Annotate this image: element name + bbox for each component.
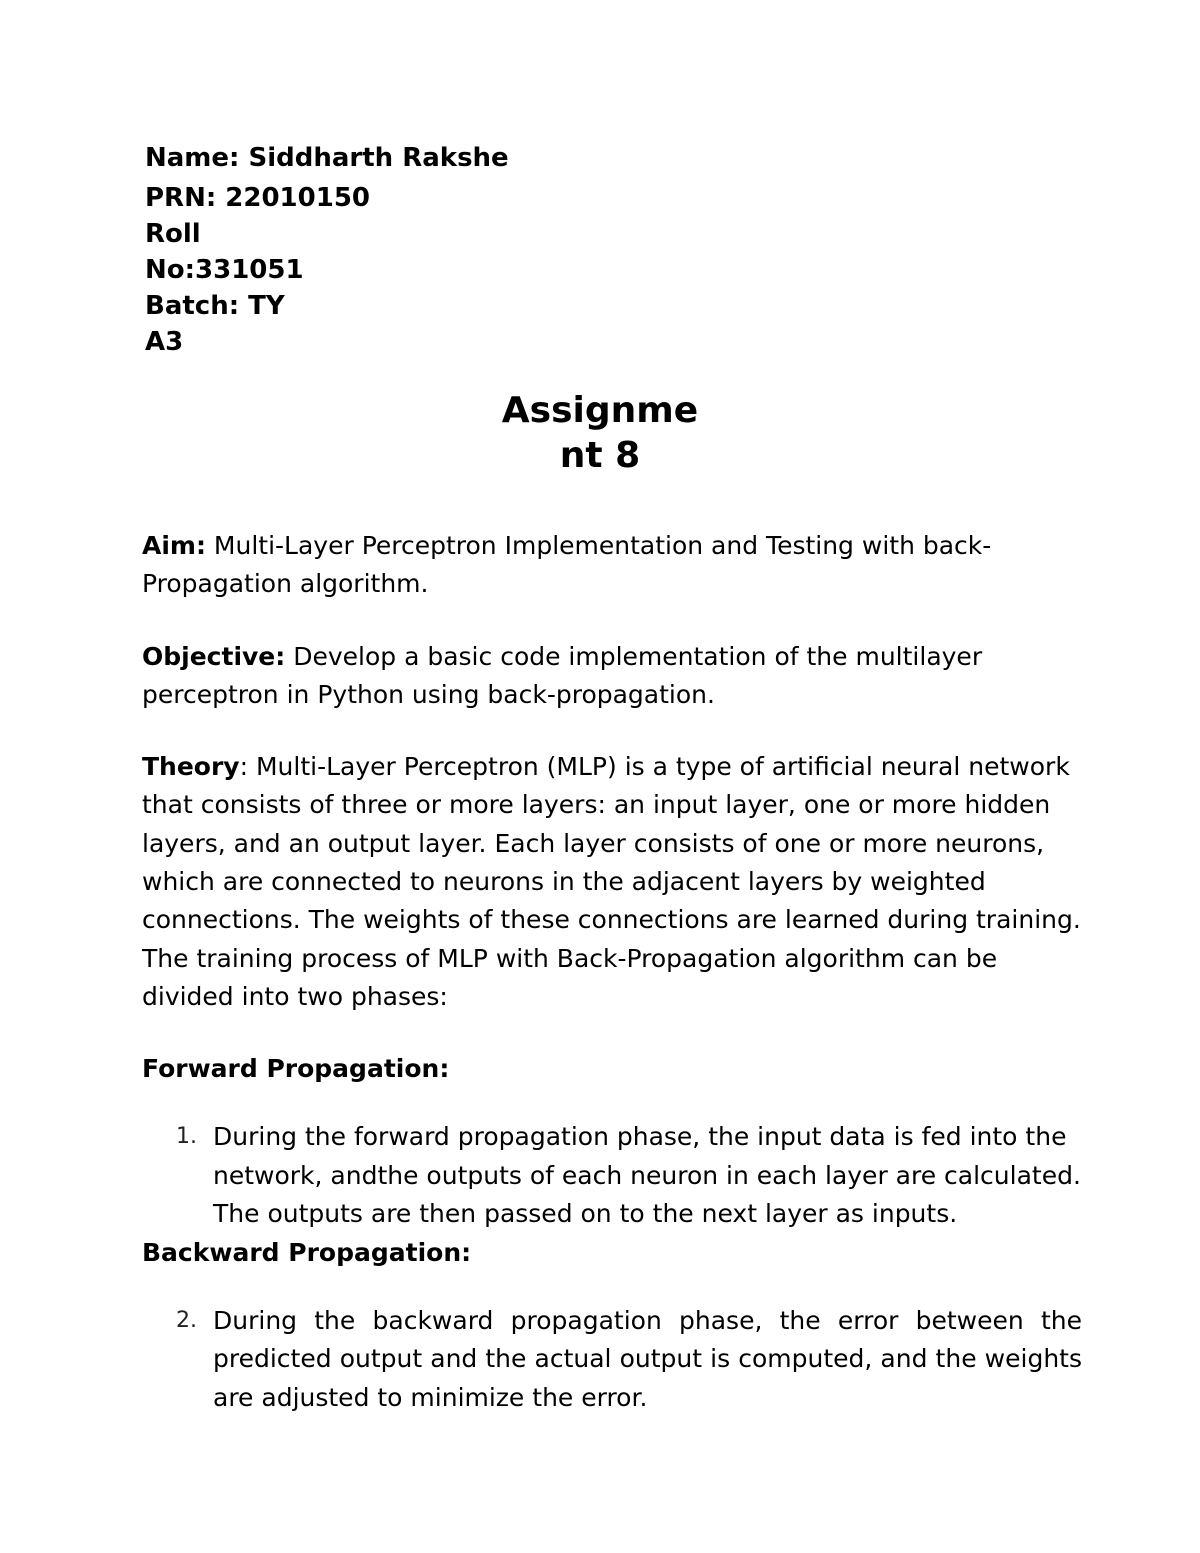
backward-propagation-heading: Backward Propagation: [142, 1237, 472, 1267]
student-name: Name: Siddharth Rakshe [145, 143, 509, 173]
theory-label: Theory [142, 752, 240, 782]
theory-text: : Multi-Layer Perceptron (MLP) is a type of artificial neural network that consists of three or more layers: an input layer, one or more hidden layers, and an output layer. Each layer consists of one or more neurons, which are connected to neurons in the adjacent layers by weighted connections. The weights of these connections are learned during training. [142, 752, 1081, 935]
list-number: 2. [176, 1307, 197, 1333]
forward-propagation-text: During the forward propagation phase, the input data is fed into the network, andthe outputs of each neuron in each layer are calculated. The outputs are then passed on to the next layer as inputs. [213, 1122, 1081, 1229]
objective-paragraph [142, 638, 1082, 715]
student-info [145, 140, 645, 360]
batch-label: Batch: TY [145, 291, 285, 321]
theory-paragraph [142, 748, 1082, 939]
roll-label: Roll [145, 219, 201, 249]
list-item [142, 1302, 1082, 1418]
backward-propagation-text: During the backward propagation phase, the error between the predicted output and the actual output is computed, and the weights are adjusted to minimize the error. [213, 1305, 1082, 1412]
list-item [142, 1118, 1082, 1234]
list-number: 1. [176, 1124, 197, 1150]
document-body [142, 527, 1082, 1417]
title-line-1: Assignme [501, 390, 699, 431]
aim-paragraph [142, 527, 1082, 604]
aim-label: Aim: [142, 531, 206, 560]
objective-text: Develop a basic code implementation of the multilayer perceptron in Python using back-propagation. [142, 641, 983, 709]
title-line-2: nt 8 [559, 435, 641, 476]
objective-label: Objective: [142, 641, 286, 671]
theory-paragraph-2: The training process of MLP with Back-Propagation algorithm can be divided into two phases: [142, 943, 998, 1011]
batch-value: A3 [145, 327, 184, 357]
aim-text: Multi-Layer Perceptron Implementation and Testing with back-Propagation algorithm. [142, 531, 992, 599]
roll-number: No:331051 [145, 255, 304, 285]
assignment-title [0, 388, 1200, 478]
student-prn: PRN: 22010150 [145, 183, 371, 213]
forward-propagation-heading: Forward Propagation: [142, 1054, 450, 1084]
